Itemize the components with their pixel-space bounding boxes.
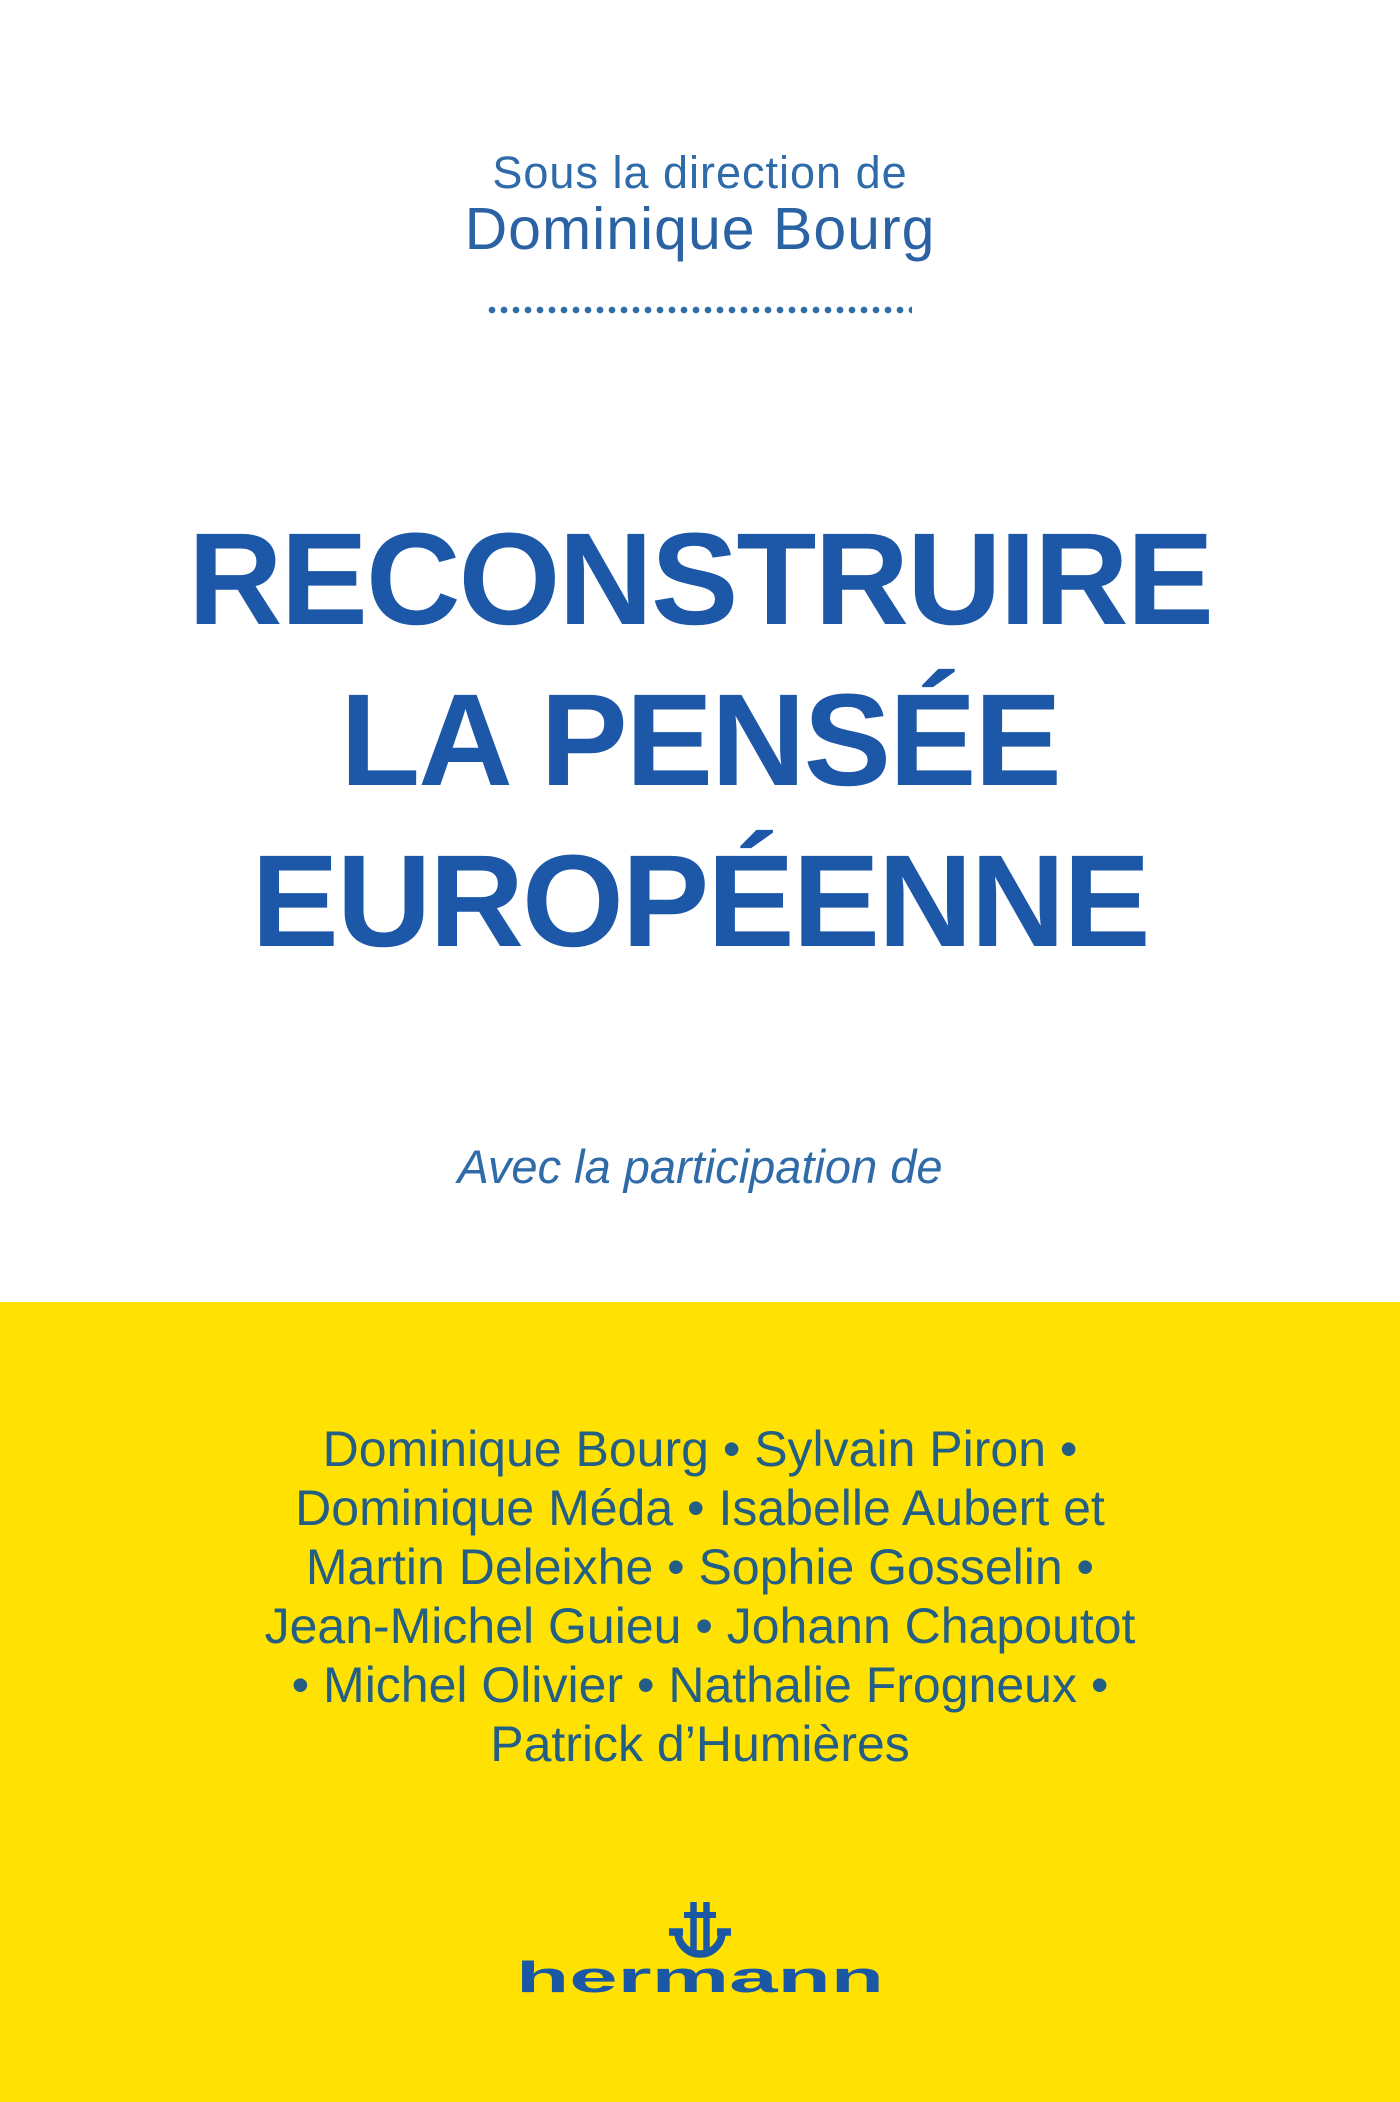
publisher-wordmark: hermann xyxy=(516,1953,884,1998)
yellow-band xyxy=(0,1302,1400,2102)
contributor-line: Martin Deleixhe • Sophie Gosselin • xyxy=(305,1539,1095,1595)
hermann-logo xyxy=(500,1902,900,1998)
contributor-line: • Michel Olivier • Nathalie Frogneux • xyxy=(291,1657,1109,1713)
direction-label: Sous la direction de xyxy=(492,147,908,198)
participation-label: Avec la participation de xyxy=(457,1140,943,1193)
contributor-line: Dominique Bourg • Sylvain Piron • xyxy=(322,1421,1078,1477)
contributor-line: Dominique Méda • Isabelle Aubert et xyxy=(295,1480,1105,1536)
title-line-1: RECONSTRUIRE xyxy=(187,505,1213,652)
contributor-line: Jean-Michel Guieu • Johann Chapoutot xyxy=(264,1598,1136,1654)
title-line-2: LA PENSÉE xyxy=(340,666,1060,813)
contributor-line: Patrick d’Humières xyxy=(490,1716,910,1772)
book-title xyxy=(0,498,1400,981)
contributors-list xyxy=(0,1420,1400,1774)
dotted-separator xyxy=(488,306,912,314)
title-line-3: EUROPÉENNE xyxy=(251,827,1149,974)
director-name: Dominique Bourg xyxy=(464,196,936,262)
publisher-logo xyxy=(0,1902,1400,1998)
hermann-cup-icon xyxy=(669,1902,731,1954)
